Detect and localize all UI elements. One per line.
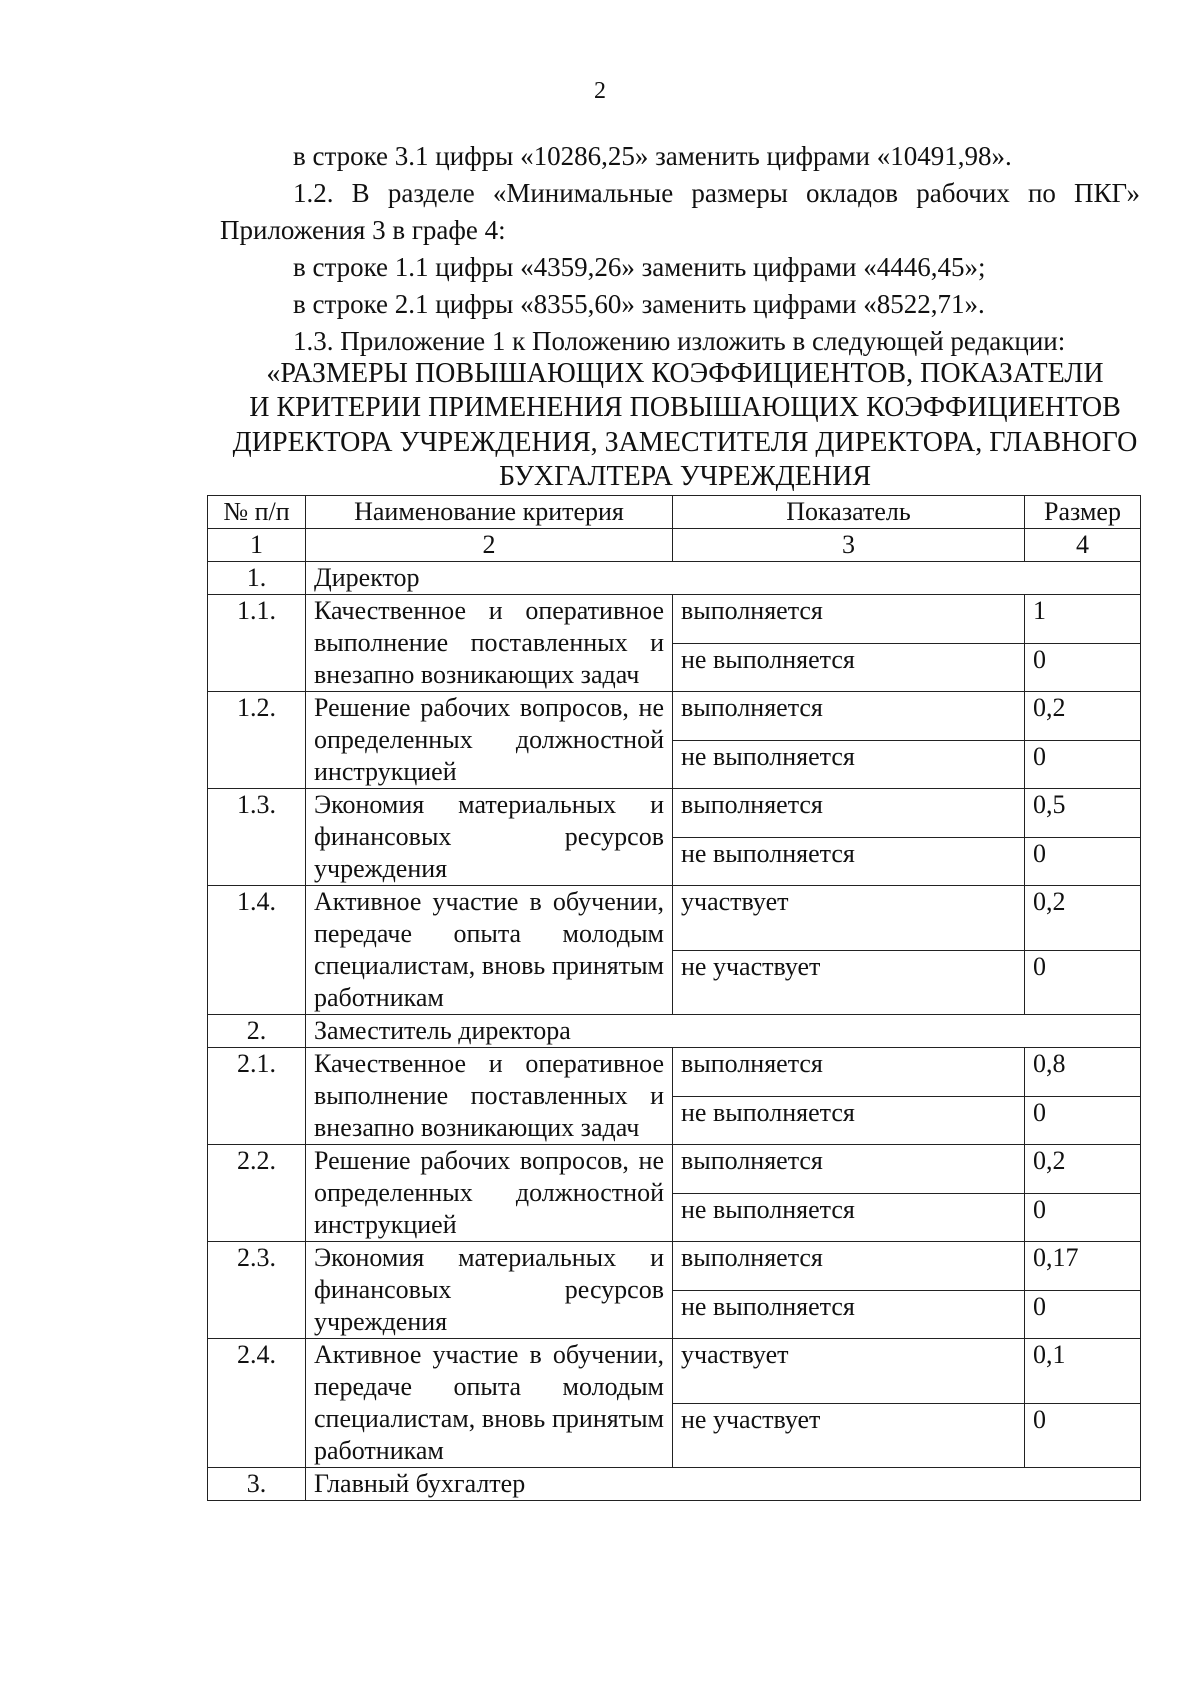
table-header-row xyxy=(208,496,1141,529)
criterion-name: Качественное и оперативное выполнение поставленных и внезапно возникающих задач xyxy=(306,1048,673,1145)
header-size: Размер xyxy=(1025,496,1141,529)
heading-line-4: БУХГАЛТЕРА УЧРЕЖДЕНИЯ xyxy=(498,461,871,492)
heading-line-1: «РАЗМЕРЫ ПОВЫШАЮЩИХ КОЭФФИЦИЕНТОВ, ПОКАЗАТЕЛИ xyxy=(266,358,1104,389)
indicator: не выполняется xyxy=(673,1193,1025,1242)
criterion-name: Решение рабочих вопросов, не определенных должностной инструкцией xyxy=(306,692,673,789)
intro-line-6: 1.3. Приложение 1 к Положению изложить в следующей редакции: xyxy=(293,326,1066,356)
row-number: 2.4. xyxy=(208,1339,306,1468)
indicator: выполняется xyxy=(673,789,1025,838)
size-value: 1 xyxy=(1025,595,1141,644)
row-number: 1.4. xyxy=(208,886,306,1015)
section-row xyxy=(208,1468,1141,1501)
section-title: Главный бухгалтер xyxy=(306,1468,1141,1501)
heading-line-3: ДИРЕКТОРА УЧРЕЖДЕНИЯ, ЗАМЕСТИТЕЛЯ ДИРЕКТОРА, ГЛАВНОГО xyxy=(232,427,1138,458)
size-value: 0,2 xyxy=(1025,692,1141,741)
indicator: не участвует xyxy=(673,950,1025,1015)
size-value: 0,1 xyxy=(1025,1339,1141,1404)
size-value: 0 xyxy=(1025,1290,1141,1339)
size-value: 0,5 xyxy=(1025,789,1141,838)
criterion-name: Активное участие в обучении, передаче опыта молодым специалистам, вновь принятым работникам xyxy=(306,1339,673,1468)
indicator: выполняется xyxy=(673,595,1025,644)
indicator: выполняется xyxy=(673,692,1025,741)
indicator: не выполняется xyxy=(673,1290,1025,1339)
heading-line-2: И КРИТЕРИИ ПРИМЕНЕНИЯ ПОВЫШАЮЩИХ КОЭФФИЦИЕНТОВ xyxy=(249,392,1121,423)
section-number: 2. xyxy=(208,1015,306,1048)
row-number: 2.3. xyxy=(208,1242,306,1339)
table-row xyxy=(208,1048,1141,1097)
table-row xyxy=(208,1145,1141,1194)
intro-line-5: в строке 2.1 цифры «8355,60» заменить цифрами «8522,71». xyxy=(293,289,985,319)
size-value: 0,2 xyxy=(1025,886,1141,951)
intro-line-1: в строке 3.1 цифры «10286,25» заменить цифрами «10491,98». xyxy=(293,141,1012,171)
indicator: выполняется xyxy=(673,1145,1025,1194)
header-num: № п/п xyxy=(208,496,306,529)
indicator: выполняется xyxy=(673,1048,1025,1097)
criterion-name: Качественное и оперативное выполнение поставленных и внезапно возникающих задач xyxy=(306,595,673,692)
indicator: не выполняется xyxy=(673,1096,1025,1145)
criterion-name: Экономия материальных и финансовых ресурсов учреждения xyxy=(306,1242,673,1339)
section-number: 1. xyxy=(208,562,306,595)
row-number: 2.2. xyxy=(208,1145,306,1242)
intro-line-4: в строке 1.1 цифры «4359,26» заменить цифрами «4446,45»; xyxy=(293,252,986,282)
indicator: не выполняется xyxy=(673,643,1025,692)
column-number: 1 xyxy=(208,529,306,562)
row-number: 1.2. xyxy=(208,692,306,789)
intro-line-3: Приложения 3 в графе 4: xyxy=(220,215,506,245)
indicator: участвует xyxy=(673,1339,1025,1404)
indicator: не выполняется xyxy=(673,740,1025,789)
table-column-numbers-row xyxy=(208,529,1141,562)
size-value: 0 xyxy=(1025,837,1141,886)
section-number: 3. xyxy=(208,1468,306,1501)
column-number: 3 xyxy=(673,529,1025,562)
size-value: 0 xyxy=(1025,1403,1141,1468)
header-criterion: Наименование критерия xyxy=(306,496,673,529)
row-number: 1.3. xyxy=(208,789,306,886)
criteria-table xyxy=(207,495,1141,1501)
intro-line-2: 1.2. В разделе «Минимальные размеры окладов рабочих по ПКГ» xyxy=(293,178,1140,208)
size-value: 0 xyxy=(1025,950,1141,1015)
criterion-name: Активное участие в обучении, передаче опыта молодым специалистам, вновь принятым работникам xyxy=(306,886,673,1015)
section-title: Директор xyxy=(306,562,1141,595)
size-value: 0,17 xyxy=(1025,1242,1141,1291)
table-row xyxy=(208,1339,1141,1404)
criterion-name: Решение рабочих вопросов, не определенных должностной инструкцией xyxy=(306,1145,673,1242)
column-number: 2 xyxy=(306,529,673,562)
size-value: 0,8 xyxy=(1025,1048,1141,1097)
size-value: 0 xyxy=(1025,643,1141,692)
table-row xyxy=(208,789,1141,838)
table-row xyxy=(208,886,1141,951)
section-row xyxy=(208,562,1141,595)
section-row xyxy=(208,1015,1141,1048)
row-number: 1.1. xyxy=(208,595,306,692)
table-row xyxy=(208,595,1141,644)
indicator: участвует xyxy=(673,886,1025,951)
indicator: выполняется xyxy=(673,1242,1025,1291)
table-row xyxy=(208,692,1141,741)
size-value: 0,2 xyxy=(1025,1145,1141,1194)
indicator: не участвует xyxy=(673,1403,1025,1468)
header-indicator: Показатель xyxy=(673,496,1025,529)
section-title: Заместитель директора xyxy=(306,1015,1141,1048)
indicator: не выполняется xyxy=(673,837,1025,886)
table-row xyxy=(208,1242,1141,1291)
size-value: 0 xyxy=(1025,740,1141,789)
size-value: 0 xyxy=(1025,1096,1141,1145)
column-number: 4 xyxy=(1025,529,1141,562)
criterion-name: Экономия материальных и финансовых ресурсов учреждения xyxy=(306,789,673,886)
page-number: 2 xyxy=(594,78,606,104)
size-value: 0 xyxy=(1025,1193,1141,1242)
row-number: 2.1. xyxy=(208,1048,306,1145)
